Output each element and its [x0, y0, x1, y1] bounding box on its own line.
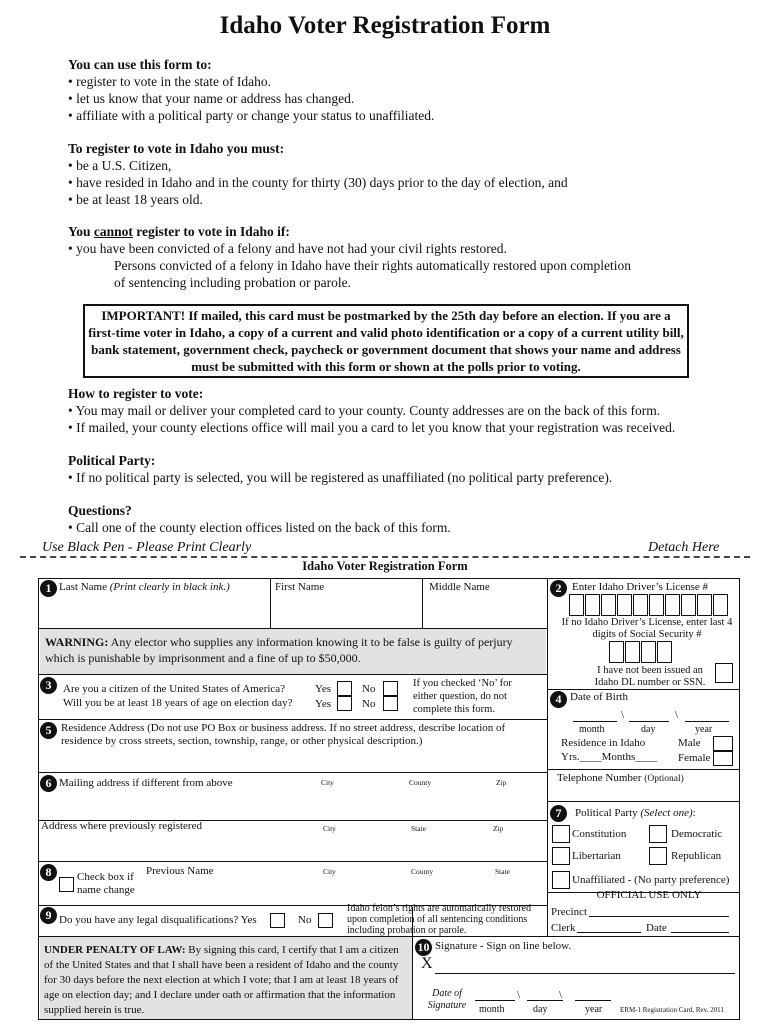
male-label: Male: [678, 737, 701, 749]
section-number: 2: [550, 580, 567, 597]
first-name-label: First Name: [275, 581, 325, 593]
registration-card: [38, 578, 740, 1020]
cannot-section: [68, 223, 728, 291]
how-item: • If mailed, your county elections office will mail you a card to let you know that your registration was received.: [68, 419, 728, 436]
precinct-label: Precinct: [551, 906, 588, 918]
libertarian-label: Libertarian: [572, 850, 621, 862]
official-use-label: OFFICIAL USE ONLY: [596, 889, 702, 901]
age-no-label: No: [362, 698, 376, 710]
state-label: State: [495, 867, 510, 876]
name-change-label: Check box if name change: [77, 871, 135, 896]
no-dl-checkbox[interactable]: [715, 663, 733, 683]
unaffiliated-checkbox[interactable]: [552, 871, 570, 889]
dl-digit-box[interactable]: [665, 594, 680, 616]
dl-digit-box[interactable]: [633, 594, 648, 616]
important-notice: IMPORTANT! If mailed, this card must be postmarked by the 25th day before an election. If you are a first-time voter in Idaho, a copy of a current and valid photo identification or a copy of a current utility bill, bank statement, government check, paycheck or government document that shows your name and address must be submitted with this form or shown at the polls prior to voting.: [83, 304, 689, 378]
questions-heading: Questions?: [68, 503, 132, 518]
section-number: 6: [40, 775, 57, 792]
use-form-item: • let us know that your name or address has changed.: [68, 90, 728, 107]
clerk-label: Clerk: [551, 922, 576, 934]
telephone-label: Telephone Number (Optional): [557, 772, 684, 784]
section-number: 3: [40, 677, 57, 694]
mailing-address-label: Mailing address if different from above: [59, 777, 233, 789]
date-label: Date: [646, 922, 667, 934]
age-yes-checkbox[interactable]: [337, 696, 352, 711]
penalty-text: UNDER PENALTY OF LAW: By signing this card, I certify that I am a citizen of the United States and that I shall have been a resident of Idaho and the county for 30 days before the next election at which I vote; that I am at least 18 years of age on election day; and I declare under oath or affirmation that the information supplied herein is true.: [44, 944, 399, 1016]
citizen-no-label: No: [362, 683, 376, 695]
how-heading: How to register to vote:: [68, 386, 204, 401]
previous-name-label: Previous Name: [146, 865, 214, 877]
years-months-label: Yrs.____Months____: [561, 751, 658, 763]
ssn-digit-box[interactable]: [609, 641, 624, 663]
questions-item: • Call one of the county election offices listed on the back of this form.: [68, 519, 728, 536]
dl-digit-box[interactable]: [617, 594, 632, 616]
city-label: City: [321, 778, 334, 787]
signature-line[interactable]: [435, 973, 735, 974]
year-label: year: [585, 1004, 603, 1015]
zip-label: Zip: [493, 824, 504, 833]
citizen-yes-label: Yes: [315, 683, 332, 695]
female-label: Female: [678, 752, 711, 764]
political-party-label: Political Party (Select one):: [575, 807, 696, 819]
dob-label: Date of Birth: [570, 691, 629, 703]
democratic-label: Democratic: [671, 828, 723, 840]
requirement-item: • be at least 18 years old.: [68, 191, 728, 208]
previous-address-label: Address where previously registered: [41, 820, 202, 832]
day-label: day: [641, 724, 656, 735]
ssn-digit-box[interactable]: [641, 641, 656, 663]
ssn-label: If no Idaho Driver’s License, enter last 4 digits of Social Security #: [561, 617, 733, 640]
age-question: Will you be at least 18 years of age on election day?: [63, 697, 293, 709]
how-section: [68, 385, 728, 436]
middle-name-label: Middle Name: [429, 581, 490, 593]
section-number: 4: [550, 691, 567, 708]
felony-note: of sentencing including probation or parole.: [114, 275, 351, 290]
cannot-heading: You cannot register to vote in Idaho if:: [68, 224, 290, 239]
requirements-heading: To register to vote in Idaho you must:: [68, 141, 285, 156]
slash: \: [559, 989, 563, 1001]
republican-checkbox[interactable]: [649, 847, 667, 865]
signature-x: X: [421, 955, 433, 972]
dl-digit-box[interactable]: [649, 594, 664, 616]
day-label: day: [533, 1004, 548, 1015]
libertarian-checkbox[interactable]: [552, 847, 570, 865]
male-checkbox[interactable]: [713, 736, 733, 751]
dl-digit-box[interactable]: [601, 594, 616, 616]
city-label: City: [323, 824, 336, 833]
cannot-item: • you have been convicted of a felony and have not had your civil rights restored.: [68, 240, 728, 257]
party-item: • If no political party is selected, you will be registered as unaffiliated (no political party preference).: [68, 469, 728, 486]
city-label: City: [323, 867, 336, 876]
use-form-item: • register to vote in the state of Idaho.: [68, 73, 728, 90]
section-number: 1: [40, 580, 57, 597]
county-label: County: [409, 778, 432, 787]
requirements-section: [68, 140, 728, 208]
disqualification-question: Do you have any legal disqualifications? Yes: [59, 914, 257, 926]
questions-section: [68, 502, 728, 536]
constitution-checkbox[interactable]: [552, 825, 570, 843]
slash: \: [675, 709, 679, 721]
disqualification-no-checkbox[interactable]: [318, 913, 333, 928]
signature-label: Signature - Sign on line below.: [435, 940, 572, 952]
form-revision: ERM-1 Registration Card, Rev. 2011: [620, 1006, 724, 1014]
date-of-label: Date of: [432, 988, 462, 999]
zip-label: Zip: [496, 778, 507, 787]
party-heading: Political Party:: [68, 453, 156, 468]
unaffiliated-label: Unaffiliated - (No party preference): [572, 874, 730, 886]
residence-in-idaho-label: Residence in Idaho: [561, 737, 646, 749]
signature-date-label: Signature: [427, 1000, 467, 1011]
checked-no-note: If you checked ‘No’ for either question, do not complete this form.: [413, 678, 512, 715]
warning-text: WARNING: Any elector who supplies any information knowing it to be false is guilty of perjury which is punishable by imprisonment and a fine of up to $50,000.: [45, 635, 513, 665]
county-label: County: [411, 867, 434, 876]
female-checkbox[interactable]: [713, 751, 733, 766]
dl-digit-box[interactable]: [585, 594, 600, 616]
ssn-digit-box[interactable]: [657, 641, 672, 663]
last-name-label: Last Name (Print clearly in black ink.): [59, 581, 230, 593]
section-number: 5: [40, 722, 57, 739]
name-change-checkbox[interactable]: [59, 877, 74, 892]
month-label: month: [579, 724, 605, 735]
requirement-item: • have resided in Idaho and in the county for thirty (30) days prior to the day of election, and: [68, 174, 728, 191]
felony-note: Persons convicted of a felony in Idaho have their rights automatically restored upon completion: [114, 258, 631, 273]
dl-label: Enter Idaho Driver’s License #: [572, 581, 709, 593]
use-form-heading: You can use this form to:: [68, 57, 212, 72]
residence-address-label: Residence Address (Do not use PO Box or business address. If no street address, describe location of residence by cross streets, section, township, range, or other physical description.): [61, 722, 506, 747]
slash: \: [517, 989, 521, 1001]
month-label: month: [479, 1004, 505, 1015]
use-form-section: [68, 56, 728, 124]
dl-digit-box[interactable]: [569, 594, 584, 616]
dl-digit-box[interactable]: [681, 594, 696, 616]
detach-line: [20, 556, 750, 558]
felon-note: Idaho felon’s rights are automatically restored upon completion of all sentencing conditions including probation or parole.: [347, 903, 532, 936]
dl-digit-box[interactable]: [697, 594, 712, 616]
section-number: 10: [415, 939, 432, 956]
page-title: Idaho Voter Registration Form: [219, 12, 551, 39]
section-number: 8: [40, 864, 57, 881]
use-form-item: • affiliate with a political party or change your status to unaffiliated.: [68, 107, 728, 124]
citizen-question: Are you a citizen of the United States of America?: [63, 683, 286, 695]
state-label: State: [411, 824, 426, 833]
dl-digit-box[interactable]: [713, 594, 728, 616]
age-no-checkbox[interactable]: [383, 696, 398, 711]
section-number: 9: [40, 907, 57, 924]
citizen-no-checkbox[interactable]: [383, 681, 398, 696]
year-label: year: [695, 724, 713, 735]
use-pen-note: Use Black Pen - Please Print Clearly: [42, 540, 252, 555]
detach-label: Detach Here: [648, 540, 720, 555]
age-yes-label: Yes: [315, 698, 332, 710]
democratic-checkbox[interactable]: [649, 825, 667, 843]
republican-label: Republican: [671, 850, 722, 862]
disqualification-no-label: No: [298, 914, 312, 926]
requirement-item: • be a U.S. Citizen,: [68, 157, 728, 174]
section-number: 7: [550, 805, 567, 822]
party-section: [68, 452, 728, 486]
disqualification-yes-checkbox[interactable]: [270, 913, 285, 928]
constitution-label: Constitution: [572, 828, 627, 840]
citizen-yes-checkbox[interactable]: [337, 681, 352, 696]
how-item: • You may mail or deliver your completed card to your county. County addresses are on the back of this form.: [68, 402, 728, 419]
slash: \: [621, 709, 625, 721]
ssn-digit-box[interactable]: [625, 641, 640, 663]
no-dl-label: I have not been issued an Idaho DL number or SSN.: [594, 665, 706, 688]
form-title: Idaho Voter Registration Form: [302, 559, 468, 573]
